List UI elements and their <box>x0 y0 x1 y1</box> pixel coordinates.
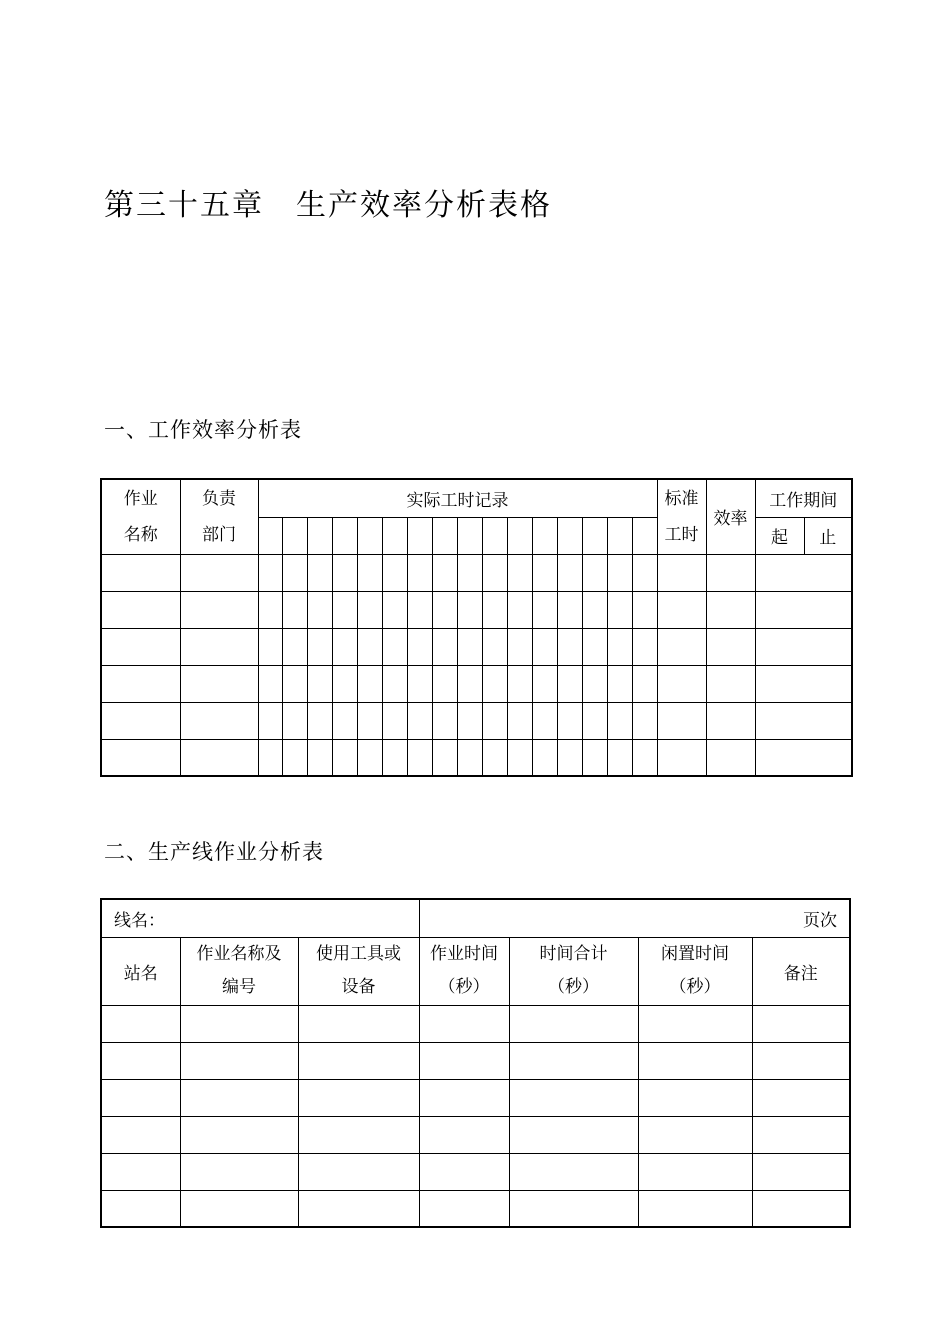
table-cell[interactable] <box>382 554 407 591</box>
header-actual-hours: 实际工时记录 <box>258 479 657 517</box>
table-cell[interactable] <box>607 665 632 702</box>
table-cell[interactable] <box>357 702 382 739</box>
table-cell[interactable] <box>582 665 607 702</box>
table-cell[interactable] <box>180 554 258 591</box>
table-cell[interactable] <box>332 665 357 702</box>
header-standard-hours: 标准 工时 <box>657 479 706 554</box>
table-cell[interactable] <box>258 591 282 628</box>
table-cell[interactable] <box>638 1079 752 1116</box>
record-cell[interactable] <box>407 517 432 554</box>
table-cell[interactable] <box>258 554 282 591</box>
table-cell[interactable] <box>180 1079 298 1116</box>
table-cell[interactable] <box>509 1005 638 1042</box>
table-cell[interactable] <box>755 702 852 739</box>
table-cell[interactable] <box>382 591 407 628</box>
table-cell[interactable] <box>407 665 432 702</box>
table-cell[interactable] <box>101 739 180 776</box>
table-cell[interactable] <box>101 628 180 665</box>
table-row <box>101 1116 850 1153</box>
table-cell[interactable] <box>180 1190 298 1227</box>
table-row <box>101 1042 850 1079</box>
table-cell[interactable] <box>607 702 632 739</box>
table-cell[interactable] <box>607 739 632 776</box>
table-cell[interactable] <box>752 1153 850 1190</box>
table-cell[interactable] <box>180 1116 298 1153</box>
record-cell[interactable] <box>632 517 657 554</box>
table-row <box>101 554 852 591</box>
header-operation-time: 作业时间 （秒） <box>419 937 509 1005</box>
table-cell[interactable] <box>307 665 332 702</box>
table-cell[interactable] <box>298 1153 419 1190</box>
table-cell[interactable] <box>557 702 582 739</box>
table-cell[interactable] <box>607 554 632 591</box>
table-cell[interactable] <box>657 702 706 739</box>
table-cell[interactable] <box>582 554 607 591</box>
table-cell[interactable] <box>755 665 852 702</box>
record-cell[interactable] <box>532 517 557 554</box>
table-cell[interactable] <box>180 665 258 702</box>
table-cell[interactable] <box>332 554 357 591</box>
table-cell[interactable] <box>332 739 357 776</box>
table-cell[interactable] <box>101 1079 180 1116</box>
table-cell[interactable] <box>638 1116 752 1153</box>
table-row <box>101 1190 850 1227</box>
table-cell[interactable] <box>657 591 706 628</box>
table-cell[interactable] <box>432 665 457 702</box>
table-cell[interactable] <box>282 739 307 776</box>
table-cell[interactable] <box>507 702 532 739</box>
table-cell[interactable] <box>282 665 307 702</box>
record-cell[interactable] <box>282 517 307 554</box>
table-cell[interactable] <box>706 628 755 665</box>
table-cell[interactable] <box>755 739 852 776</box>
table-cell[interactable] <box>457 554 482 591</box>
table-cell[interactable] <box>101 1153 180 1190</box>
table-cell[interactable] <box>382 628 407 665</box>
table-cell[interactable] <box>632 554 657 591</box>
table-cell[interactable] <box>632 739 657 776</box>
table-cell[interactable] <box>332 628 357 665</box>
record-cell[interactable] <box>258 517 282 554</box>
table-cell[interactable] <box>752 1042 850 1079</box>
header-tool-equipment: 使用工具或 设备 <box>298 937 419 1005</box>
table-cell[interactable] <box>755 628 852 665</box>
table-cell[interactable] <box>357 591 382 628</box>
table-cell[interactable] <box>582 739 607 776</box>
table-cell[interactable] <box>657 665 706 702</box>
efficiency-analysis-table <box>100 478 853 777</box>
header-period-end: 止 <box>804 517 852 554</box>
table-row <box>101 628 852 665</box>
record-cell[interactable] <box>332 517 357 554</box>
table-cell[interactable] <box>101 591 180 628</box>
record-cell[interactable] <box>357 517 382 554</box>
table-cell[interactable] <box>432 554 457 591</box>
table-cell[interactable] <box>307 591 332 628</box>
table-cell[interactable] <box>282 628 307 665</box>
table-cell[interactable] <box>657 739 706 776</box>
table-cell[interactable] <box>706 591 755 628</box>
table-cell[interactable] <box>419 1116 509 1153</box>
table-cell[interactable] <box>557 628 582 665</box>
table-cell[interactable] <box>482 628 507 665</box>
table-cell[interactable] <box>509 1153 638 1190</box>
table-cell[interactable] <box>752 1190 850 1227</box>
table-cell[interactable] <box>298 1042 419 1079</box>
table-cell[interactable] <box>180 739 258 776</box>
table-cell[interactable] <box>298 1079 419 1116</box>
header-efficiency: 效率 <box>706 479 755 554</box>
table-row <box>101 739 852 776</box>
record-cell[interactable] <box>582 517 607 554</box>
header-idle-time: 闲置时间 （秒） <box>638 937 752 1005</box>
table-cell[interactable] <box>407 591 432 628</box>
table-cell[interactable] <box>755 554 852 591</box>
table-cell[interactable] <box>180 1042 298 1079</box>
table-cell[interactable] <box>532 554 557 591</box>
table-cell[interactable] <box>706 739 755 776</box>
table-cell[interactable] <box>482 554 507 591</box>
table-cell[interactable] <box>482 591 507 628</box>
header-period-start: 起 <box>755 517 804 554</box>
table-cell[interactable] <box>101 665 180 702</box>
record-cell[interactable] <box>457 517 482 554</box>
table-cell[interactable] <box>507 591 532 628</box>
table-cell[interactable] <box>298 1116 419 1153</box>
table-cell[interactable] <box>532 628 557 665</box>
table-cell[interactable] <box>258 628 282 665</box>
table-cell[interactable] <box>509 1190 638 1227</box>
page-number-field[interactable]: 页次 <box>419 899 850 937</box>
table-cell[interactable] <box>752 1005 850 1042</box>
table-row <box>101 665 852 702</box>
table-cell[interactable] <box>298 1005 419 1042</box>
record-cell[interactable] <box>382 517 407 554</box>
header-job-name: 作业 名称 <box>101 479 180 554</box>
line-name-field[interactable]: 线名： <box>101 899 419 937</box>
table-cell[interactable] <box>419 1005 509 1042</box>
table-cell[interactable] <box>258 739 282 776</box>
header-remarks: 备注 <box>752 937 850 1005</box>
record-cell[interactable] <box>432 517 457 554</box>
table-cell[interactable] <box>638 1042 752 1079</box>
record-cell[interactable] <box>607 517 632 554</box>
table-cell[interactable] <box>507 628 532 665</box>
table-cell[interactable] <box>357 628 382 665</box>
table-cell[interactable] <box>101 1005 180 1042</box>
table-cell[interactable] <box>509 1042 638 1079</box>
table-cell[interactable] <box>282 591 307 628</box>
table-cell[interactable] <box>180 1153 298 1190</box>
table-cell[interactable] <box>607 628 632 665</box>
table-cell[interactable] <box>657 554 706 591</box>
table-cell[interactable] <box>258 702 282 739</box>
table-cell[interactable] <box>180 1005 298 1042</box>
table-cell[interactable] <box>632 665 657 702</box>
record-cell[interactable] <box>482 517 507 554</box>
table-cell[interactable] <box>557 591 582 628</box>
table-cell[interactable] <box>382 739 407 776</box>
header-operation-name: 作业名称及 编号 <box>180 937 298 1005</box>
table-cell[interactable] <box>482 739 507 776</box>
record-cell[interactable] <box>507 517 532 554</box>
table-cell[interactable] <box>607 591 632 628</box>
table-cell[interactable] <box>307 739 332 776</box>
table-cell[interactable] <box>457 739 482 776</box>
table-cell[interactable] <box>180 591 258 628</box>
table-cell[interactable] <box>582 628 607 665</box>
table-cell[interactable] <box>638 1153 752 1190</box>
table-cell[interactable] <box>638 1005 752 1042</box>
table-row <box>101 1079 850 1116</box>
header-work-period: 工作期间 <box>755 479 852 517</box>
table-row <box>101 702 852 739</box>
table-cell[interactable] <box>582 591 607 628</box>
table-cell[interactable] <box>557 665 582 702</box>
table-cell[interactable] <box>457 628 482 665</box>
table-cell[interactable] <box>357 739 382 776</box>
table-cell[interactable] <box>706 554 755 591</box>
table-cell[interactable] <box>419 1079 509 1116</box>
table-cell[interactable] <box>432 739 457 776</box>
record-cell[interactable] <box>307 517 332 554</box>
chapter-title: 第三十五章 生产效率分析表格 <box>104 188 552 223</box>
section-title-efficiency: 一、工作效率分析表 <box>104 418 302 442</box>
table-cell[interactable] <box>332 702 357 739</box>
table-cell[interactable] <box>101 554 180 591</box>
table-cell[interactable] <box>532 591 557 628</box>
table-cell[interactable] <box>509 1079 638 1116</box>
table-cell[interactable] <box>101 1116 180 1153</box>
table-cell[interactable] <box>482 665 507 702</box>
table-cell[interactable] <box>419 1153 509 1190</box>
table-cell[interactable] <box>557 554 582 591</box>
table-cell[interactable] <box>509 1116 638 1153</box>
table-cell[interactable] <box>482 702 507 739</box>
line-operation-table <box>100 898 851 1228</box>
table-cell[interactable] <box>307 554 332 591</box>
table-cell[interactable] <box>532 665 557 702</box>
header-station: 站名 <box>101 937 180 1005</box>
table-cell[interactable] <box>298 1190 419 1227</box>
table-cell[interactable] <box>582 702 607 739</box>
header-total-time: 时间合计 （秒） <box>509 937 638 1005</box>
table-cell[interactable] <box>282 702 307 739</box>
table-row <box>101 1005 850 1042</box>
table-cell[interactable] <box>507 665 532 702</box>
table-cell[interactable] <box>258 665 282 702</box>
record-cell[interactable] <box>557 517 582 554</box>
table-cell[interactable] <box>407 554 432 591</box>
table-cell[interactable] <box>419 1190 509 1227</box>
table-cell[interactable] <box>752 1079 850 1116</box>
table-cell[interactable] <box>407 739 432 776</box>
table-cell[interactable] <box>557 739 582 776</box>
table-cell[interactable] <box>180 628 258 665</box>
header-responsible-dept: 负责 部门 <box>180 479 258 554</box>
table-cell[interactable] <box>180 702 258 739</box>
table-cell[interactable] <box>419 1042 509 1079</box>
table-cell[interactable] <box>407 628 432 665</box>
table-cell[interactable] <box>357 554 382 591</box>
table-cell[interactable] <box>307 628 332 665</box>
table-cell[interactable] <box>532 739 557 776</box>
table-cell[interactable] <box>101 1190 180 1227</box>
table-cell[interactable] <box>752 1116 850 1153</box>
table-cell[interactable] <box>101 702 180 739</box>
table-cell[interactable] <box>332 591 357 628</box>
table-cell[interactable] <box>307 702 332 739</box>
table-cell[interactable] <box>101 1042 180 1079</box>
table-cell[interactable] <box>382 702 407 739</box>
table-row <box>101 591 852 628</box>
table-cell[interactable] <box>657 628 706 665</box>
table-cell[interactable] <box>432 591 457 628</box>
table-cell[interactable] <box>432 702 457 739</box>
table-cell[interactable] <box>407 702 432 739</box>
table-cell[interactable] <box>457 665 482 702</box>
table-cell[interactable] <box>638 1190 752 1227</box>
section-title-line-analysis: 二、生产线作业分析表 <box>104 840 324 864</box>
table-cell[interactable] <box>532 702 557 739</box>
table-cell[interactable] <box>432 628 457 665</box>
table-cell[interactable] <box>457 591 482 628</box>
table-cell[interactable] <box>706 665 755 702</box>
table-cell[interactable] <box>632 591 657 628</box>
table-cell[interactable] <box>755 591 852 628</box>
table-cell[interactable] <box>382 665 407 702</box>
table-cell[interactable] <box>507 739 532 776</box>
table-cell[interactable] <box>507 554 532 591</box>
table-cell[interactable] <box>706 702 755 739</box>
table-cell[interactable] <box>282 554 307 591</box>
table-cell[interactable] <box>457 702 482 739</box>
table-cell[interactable] <box>357 665 382 702</box>
table-cell[interactable] <box>632 628 657 665</box>
table-cell[interactable] <box>632 702 657 739</box>
table-row <box>101 1153 850 1190</box>
